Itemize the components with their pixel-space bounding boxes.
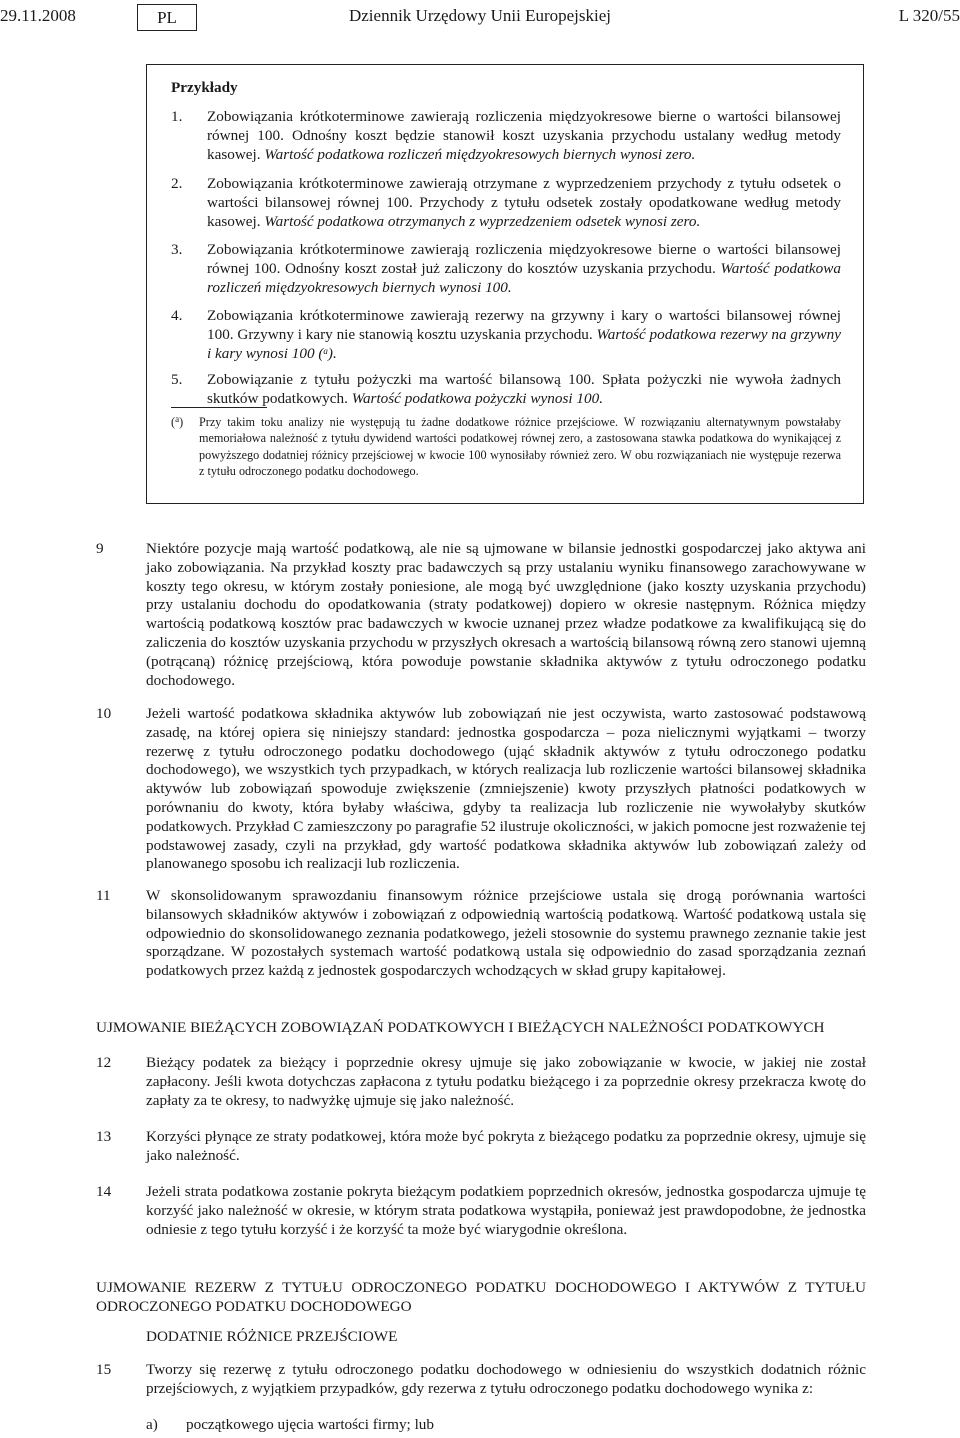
example-item: [171, 108, 841, 164]
paragraph-number: 13: [96, 1128, 112, 1145]
list-item-text: początkowego ujęcia wartości firmy; lub: [186, 1416, 434, 1433]
example-italic-text: Wartość podatkowa pożyczki wynosi 100.: [351, 389, 603, 407]
paragraph-number: 12: [96, 1054, 112, 1071]
language-badge: PL: [137, 4, 197, 31]
example-item: [171, 371, 841, 409]
footnote-text: Przy takim toku analizy nie występują tu żadne dodatkowe różnice przejściowe. W rozwiązaniu alternatywnym powstałaby memoriałowa należność z tytułu dywidend wartości podatkowej równej zero, a zastosowana stawka podatkowa do wynikającej z powyższego dodatniej różnicy przejściowej w kwocie 100 wynosiłaby również zero. W obu rozwiązaniach nie występuje rezerwa z tytułu odroczonego podatku dochodowego.: [199, 415, 841, 479]
footnote-mark: ($^a$): [171, 414, 184, 429]
example-item: [171, 175, 841, 231]
example-text: Zobowiązania krótkoterminowe zawierają rozliczenia międzyokresowe bierne o wartości bilansowej równej 100. Odnośny koszt będzie stanowił koszt uzyskania przychodu ustalany według metody kasowej.: [207, 108, 841, 163]
paragraph: [96, 1054, 866, 1110]
header-date: 29.11.2008: [0, 6, 76, 25]
paragraph-text: W skonsolidowanym sprawozdaniu finansowym różnice przejściowe ustala się drogą porównania wartości bilansowych składników aktywów i zobowiązań z odpowiednią wartością podatkową. Wartość podatkową ustala się odpowiednio do skonsolidowanego zeznania podatkowego, jeżeli stosownie do systemu prawnego zeznanie takie jest sporządzane. W pozostałych systemach wartość podatkową ustala się odpowiednio do zasad sporządzania zeznań podatkowych przez każdą z jednostek gospodarczych wchodzących w skład grupy kapitałowej.: [146, 887, 866, 980]
example-text: Zobowiązania krótkoterminowe zawierają rozliczenia międzyokresowe bierne o wartości bilansowej równej 100. Odnośny koszt został już zaliczony do kosztów uzyskania przychodu.: [207, 241, 841, 277]
footnote: [171, 414, 841, 480]
example-italic-text: Wartość podatkowa rozliczeń międzyokresowych biernych wynosi zero.: [264, 145, 696, 163]
paragraph-text: Jeżeli wartość podatkowa składnika aktywów lub zobowiązań nie jest oczywista, warto zastosować podstawową zasadę, na której opiera się niniejszy standard: jednostka gospodarcza – poza nielicznymi wyjątkami – tworzy rezerwę z tytułu odroczonego podatku dochodowego (ująć składnik aktywów z tytułu odroczonego podatku dochodowego), we wszystkich tych przypadkach, w których realizacja lub rozliczenie wartości bilansowej składnika aktywów lub zobowiązań spowoduje zwiększenie (zmniejszenie) kwoty przyszłych płatności podatkowych w porównaniu do kwoty, która byłaby właściwa, gdyby ta realizacja lub rozliczenie nie wywołałyby skutków podatkowych. Przykład C zamieszczony po paragrafie 52 ilustruje okoliczności, w jakich pomocne jest rozważenie tej podstawowej zasady, czyli na przykład, gdy wartość podatkowa składnika aktywów lub zobowiązań zależy od planowanego sposobu ich realizacji lub rozliczenia.: [146, 705, 866, 873]
examples-box: [146, 64, 864, 504]
example-number: 5.: [171, 371, 183, 388]
paragraph-number: 9: [96, 540, 104, 557]
paragraph-text: Niektóre pozycje mają wartość podatkową, ale nie są ujmowane w bilansie jednostki gospodarczej jako aktywa ani jako zobowiązania. Na przykład koszty prac badawczych są przy ustalaniu wyniku finansowego zarachowywane w koszty tego okresu, w którym zostały poniesione, ale mogą być uwzględnione (jako koszty uzyskania przychodu) przy ustalaniu dochodu do opodatkowania (straty podatkowej) dopiero w okresie następnym. Różnica między wartością podatkową kosztów prac badawczych w kwocie uznanej przez władze podatkowe za kwalifikującą się do zaliczenia do kosztów uzyskania przychodu w przyszłych okresach a wartością bilansową równą zero stanowi ujemną (potrącaną) różnicę przejściową, która powoduje powstanie składnika aktywów z tytułu odroczonego podatku dochodowego.: [146, 540, 866, 689]
example-italic-text: Wartość podatkowa otrzymanych z wyprzedzeniem odsetek wynosi zero.: [264, 212, 701, 230]
paragraph: [96, 887, 866, 981]
paragraph-number: 14: [96, 1183, 112, 1200]
paragraph: [96, 1128, 866, 1166]
example-text: Zobowiązania krótkoterminowe zawierają otrzymane z wyprzedzeniem przychody z tytułu odsetek o wartości bilansowej równej 100. Przychody z tytułu odsetek zostały opodatkowane według metody kasowej.: [207, 175, 841, 230]
example-text: Zobowiązania krótkoterminowe zawierają rezerwy na grzywny i kary o wartości bilansowej równej 100. Grzywny i kary nie stanowią kosztu uzyskania przychodu.: [207, 307, 841, 343]
section-heading: UJMOWANIE BIEŻĄCYCH ZOBOWIĄZAŃ PODATKOWYCH I BIEŻĄCYCH NALEŻNOŚCI PODATKOWYCH: [96, 1019, 825, 1036]
paragraph-number: 15: [96, 1361, 112, 1378]
paragraph: [96, 705, 866, 874]
paragraph-text: Jeżeli strata podatkowa zostanie pokryta bieżącym podatkiem poprzednich okresów, jednostka gospodarcza ujmuje tę korzyść jako należność w okresie, w którym strata podatkowa wystąpiła, ponieważ jest prawdopodobne, że jednostka odniesie z tego tytułu korzyść i że korzyść ta może być wiarygodnie określona.: [146, 1183, 866, 1238]
example-italic-end: ).: [327, 344, 337, 362]
example-italic-text: Wartość podatkowa rozliczeń międzyokresowych biernych wynosi 100.: [207, 259, 841, 296]
footnote-mark-letter: a: [175, 414, 180, 424]
paragraph: [96, 1361, 866, 1399]
example-number: 4.: [171, 307, 183, 324]
footnote-divider: [171, 407, 267, 408]
example-item: [171, 307, 841, 363]
list-item-label: a): [146, 1416, 158, 1433]
page-reference: L 320/55: [898, 6, 960, 25]
footnote-reference: a: [323, 345, 328, 356]
journal-title: Dziennik Urzędowy Unii Europejskiej: [348, 6, 611, 25]
paragraph-text: Bieżący podatek za bieżący i poprzednie okresy ujmuje się jako zobowiązanie w kwocie, w jakiej nie został zapłacony. Jeśli kwota dotychczas zapłacona z tytułu podatku bieżącego i za poprzednie okresy przekracza kwotę do zapłaty za te okresy, to nadwyżkę ujmuje się jako należność.: [146, 1054, 866, 1109]
list-item: [146, 1416, 434, 1435]
example-text: Zobowiązanie z tytułu pożyczki ma wartość bilansową 100. Spłata pożyczki nie wywoła żadnych skutków podatkowych.: [207, 371, 841, 407]
paragraph-text: Tworzy się rezerwę z tytułu odroczonego podatku dochodowego w odniesieniu do wszystkich dodatnich różnic przejściowych, z wyjątkiem przypadków, gdy rezerwa z tytułu odroczonego podatku dochodowego wynika z:: [146, 1361, 866, 1397]
examples-title: Przykłady: [171, 79, 238, 96]
paragraph: [96, 540, 866, 690]
paragraph: [96, 1183, 866, 1239]
page-header: [0, 4, 960, 28]
section-heading: UJMOWANIE REZERW Z TYTUŁU ODROCZONEGO PODATKU DOCHODOWEGO I AKTYWÓW Z TYTUŁU ODROCZONEGO PODATKU DOCHODOWEGO: [96, 1279, 866, 1315]
example-italic-text: Wartość podatkowa rezerwy na grzywny i kary wynosi 100 (: [207, 325, 841, 362]
example-item: [171, 241, 841, 297]
subsection-heading: DODATNIE RÓŻNICE PRZEJŚCIOWE: [146, 1328, 398, 1345]
example-number: 1.: [171, 108, 183, 125]
example-number: 3.: [171, 241, 183, 258]
paragraph-number: 10: [96, 705, 112, 722]
paragraph-number: 11: [96, 887, 111, 904]
example-number: 2.: [171, 175, 183, 192]
paragraph-text: Korzyści płynące ze straty podatkowej, która może być pokryta z bieżącego podatku za poprzednie okresy, ujmuje się jako należność.: [146, 1128, 866, 1164]
